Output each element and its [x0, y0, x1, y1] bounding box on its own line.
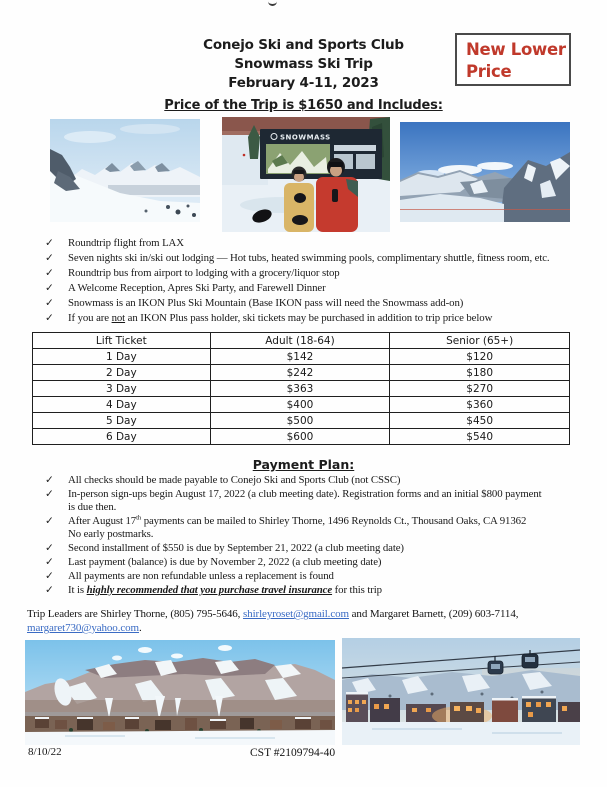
table-cell: $363 — [210, 381, 390, 397]
table-cell: $400 — [210, 397, 390, 413]
table-cell: $500 — [210, 413, 390, 429]
checkmark-icon: ✓ — [45, 570, 54, 582]
payment-item-text: All payments are non refundable unless a replacement is found — [68, 570, 334, 582]
checkmark-icon: ✓ — [45, 556, 54, 568]
snowmass-sign-text: SNOWMASS — [280, 133, 331, 142]
list-item — [45, 236, 597, 251]
table-cell: $600 — [210, 429, 390, 445]
list-item — [45, 474, 593, 487]
table-row — [33, 429, 570, 445]
list-item — [45, 584, 593, 597]
table-cell: 4 Day — [33, 397, 211, 413]
checkmark-icon: ✓ — [45, 297, 54, 309]
item-line2: No early postmarks. — [68, 528, 154, 540]
photo-mountain-panorama — [50, 119, 200, 222]
include-item-text: Roundtrip bus from airport to lodging with a grocery/liquor stop — [68, 267, 340, 279]
table-cell: $270 — [390, 381, 570, 397]
col-header-adult: Adult (18-64) — [210, 333, 390, 349]
email-link-shirley[interactable]: shirleyroset@gmail.com — [242, 608, 349, 620]
payment-item-text — [68, 488, 593, 514]
table-row — [33, 381, 570, 397]
list-item — [45, 266, 597, 281]
trip-name: Snowmass Ski Trip — [234, 56, 373, 72]
table-cell: 2 Day — [33, 365, 211, 381]
photo-gondola-dusk — [342, 638, 580, 745]
table-cell: 6 Day — [33, 429, 211, 445]
email-link-margaret[interactable]: margaret730@yahoo.com — [27, 622, 139, 634]
checkmark-icon: ✓ — [45, 282, 54, 294]
item-post: an IKON Plus pass holder, ski tickets may be purchased in addition to trip price below — [125, 312, 493, 324]
table-cell: 1 Day — [33, 349, 211, 365]
list-item — [45, 542, 593, 555]
payment-item-text: All checks should be made payable to Conejo Ski and Sports Club (not CSSC) — [68, 474, 401, 486]
table-cell: 3 Day — [33, 381, 211, 397]
item-underlined: not — [111, 312, 126, 324]
table-cell: $540 — [390, 429, 570, 445]
table-cell: $360 — [390, 397, 570, 413]
include-item-text: A Welcome Reception, Apres Ski Party, and Farewell Dinner — [68, 282, 326, 294]
price-line: Price of the Trip is $1650 and Includes: — [164, 98, 443, 113]
photo-snowmass-village — [25, 640, 335, 745]
item-superscript: th — [136, 514, 142, 522]
include-item-text: Roundtrip flight from LAX — [68, 237, 184, 249]
include-item-text: Snowmass is an IKON Plus Ski Mountain (Base IKON pass will need the Snowmass add-on) — [68, 297, 464, 309]
payment-item-text — [68, 515, 593, 541]
include-item-text: Seven nights ski in/ski out lodging — Hot tubs, heated swimming pools, complimentary shuttle, fitness room, etc. — [68, 252, 550, 264]
table-row — [33, 397, 570, 413]
include-item-text — [68, 311, 597, 326]
item-pre: After August 17 — [68, 515, 137, 527]
col-header-senior: Senior (65+) — [390, 333, 570, 349]
item-post: payments can be mailed to Shirley Thorne, 1496 Reynolds Ct., Thousand Oaks, CA 91362 — [141, 515, 527, 527]
checkmark-icon: ✓ — [45, 267, 54, 279]
item-pre: If you are — [68, 312, 112, 324]
col-header-lift-ticket: Lift Ticket — [33, 333, 211, 349]
table-row — [33, 349, 570, 365]
trip-dates: February 4-11, 2023 — [228, 75, 379, 91]
checkmark-icon: ✓ — [45, 312, 54, 324]
checkmark-icon: ✓ — [45, 474, 54, 486]
list-item — [45, 296, 597, 311]
photo-ridge-blue-sky — [400, 122, 570, 222]
table-cell: $120 — [390, 349, 570, 365]
travel-insurance-emphasis: highly recommended that you purchase travel insurance — [86, 584, 333, 596]
photo-snowmass-sign-skiers — [222, 117, 390, 232]
leaders-mid: and Margaret Barnett, (209) 603-7114, — [348, 608, 519, 620]
club-name: Conejo Ski and Sports Club — [203, 37, 404, 53]
checkmark-icon: ✓ — [45, 237, 54, 249]
new-lower-price-badge — [455, 33, 571, 86]
table-cell: $450 — [390, 413, 570, 429]
payment-item-text: Second installment of $550 is due by September 21, 2022 (a club meeting date) — [68, 542, 404, 554]
payment-item-text — [68, 584, 593, 597]
payment-plan-heading: Payment Plan: — [252, 457, 355, 472]
checkmark-icon: ✓ — [45, 515, 54, 527]
item-line1 — [68, 515, 593, 528]
item-line1: In-person sign-ups begin August 17, 2022 (a club meeting date). Registration forms and an initial $800 payment — [68, 488, 542, 500]
payment-plan-list — [45, 474, 593, 598]
footer-date: 8/10/22 — [28, 746, 62, 758]
list-item — [45, 570, 593, 583]
item-pre: It is — [68, 584, 87, 596]
checkmark-icon: ✓ — [45, 584, 54, 596]
checkmark-icon: ✓ — [45, 488, 54, 500]
table-cell: $242 — [210, 365, 390, 381]
item-line2: is due then. — [68, 501, 117, 513]
leaders-post: . — [139, 622, 142, 634]
table-cell: $180 — [390, 365, 570, 381]
badge-line2: Price — [466, 62, 512, 81]
footer-cst-number: CST #2109794-40 — [250, 747, 336, 759]
list-item — [45, 556, 593, 569]
table-cell: $142 — [210, 349, 390, 365]
table-row — [33, 413, 570, 429]
checkmark-icon: ✓ — [45, 542, 54, 554]
list-item — [45, 281, 597, 296]
item-post: for this trip — [332, 584, 382, 596]
table-header-row — [33, 333, 570, 349]
lift-ticket-table — [32, 332, 570, 445]
list-item — [45, 311, 597, 326]
list-item — [45, 488, 593, 514]
list-item — [45, 251, 597, 266]
table-cell: 5 Day — [33, 413, 211, 429]
table-row — [33, 365, 570, 381]
payment-item-text: Last payment (balance) is due by November 2, 2022 (a club meeting date) — [68, 556, 382, 568]
trip-leaders-paragraph — [27, 607, 585, 635]
leaders-pre: Trip Leaders are Shirley Thorne, (805) 795-5646, — [27, 608, 243, 620]
badge-line1: New Lower — [466, 40, 566, 59]
scan-artifact — [268, 0, 277, 6]
list-item — [45, 515, 593, 541]
checkmark-icon: ✓ — [45, 252, 54, 264]
includes-list — [45, 236, 597, 326]
